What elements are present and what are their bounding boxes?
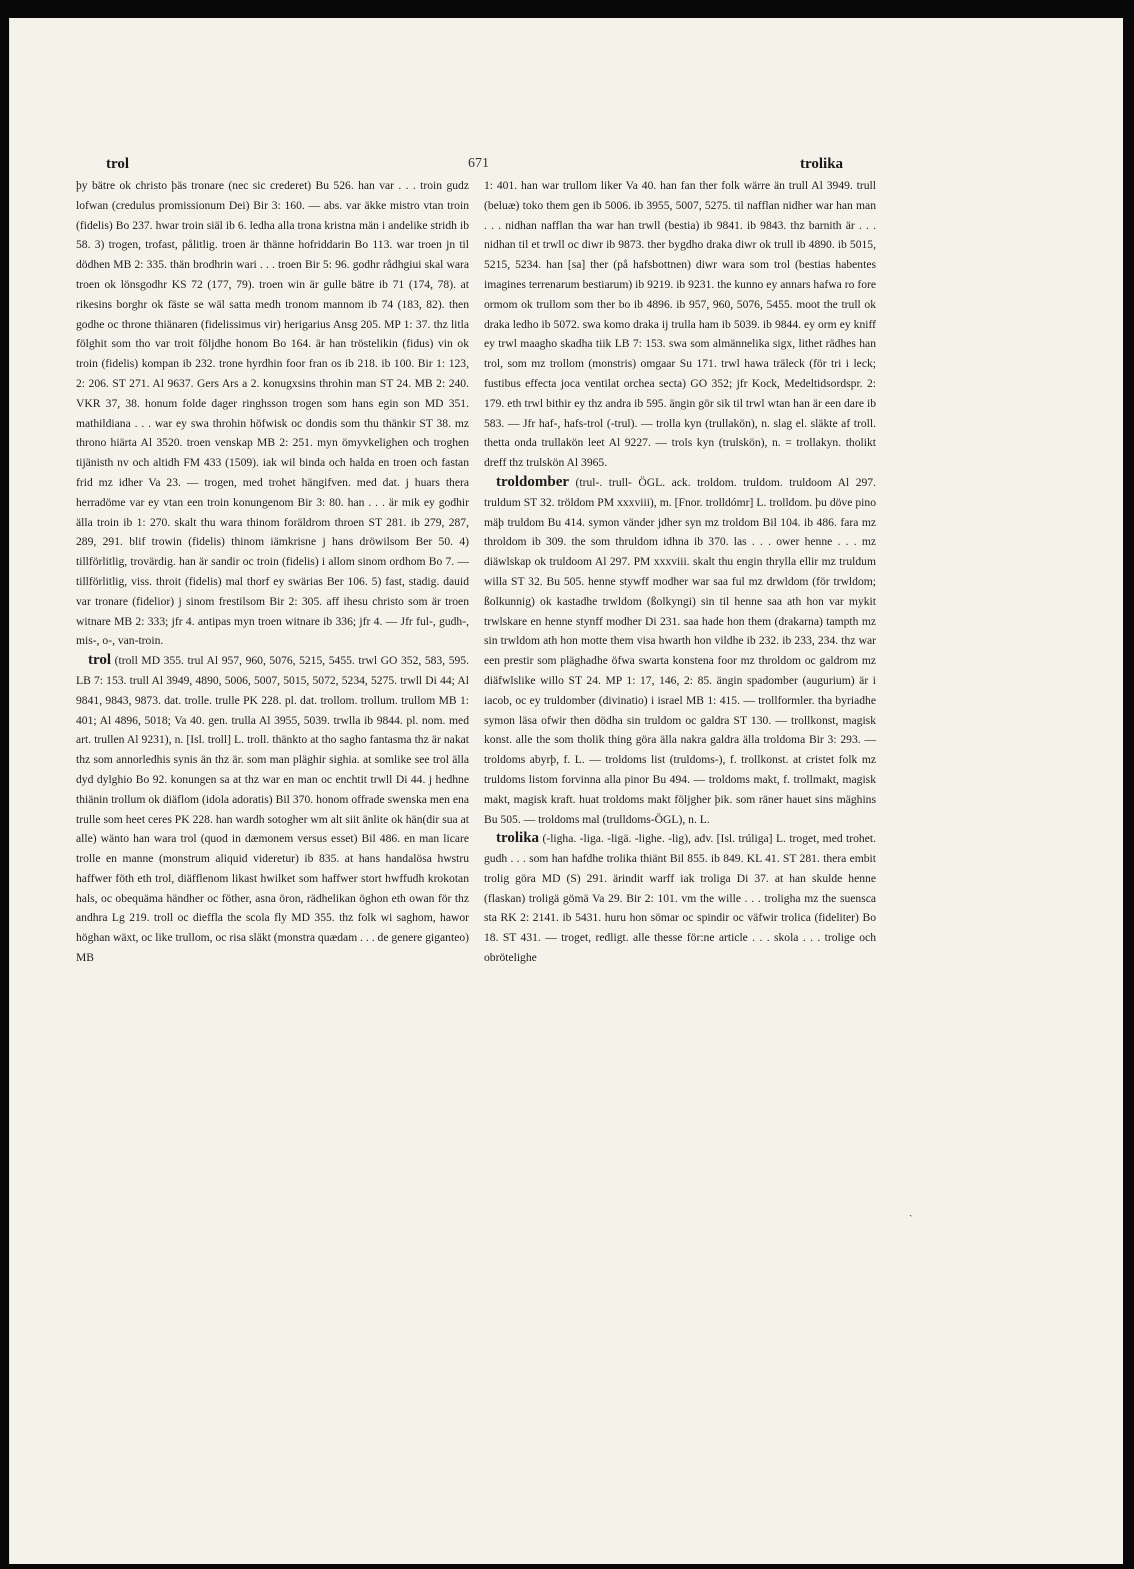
entry-body: (trul-. trull- ÖGL. ack. troldom. truldom. truldoom Al 297. truldum ST 32. tröldom PM xxxviii), m. [Fnor. trolldómr] L. trolldom. þu döve pino mäþ truldom Bu 414. symon vänder jdher syn mz troldom Bil 104. ib 486. fara mz throldom ib 309. the som thruldom idhna ib 370. las . . . ower henne . . . mz diäwlskap ok truldoom Al 297. PM xxxviii. skalt thu engin thrylla ellir mz truldum willa ST 32. Bu 505. henne stywff modher war saa ful mz drwldom (för trwldom; ßolkunnig) ok kastadhe trwldom (ßolkyngi) sin til henne saa ath hon var mykit trwlskare en henne stynff modher Di 231. saa hade hon them (drakarna) tampth mz sin trwldom ath hon motte them visa hwarth hon vildhe ib 232. ib 233, 234. thz war een prestir som pläghadhe öfwa swarta konstena foor mz throldom oc galdrom mz diäfwlslike willo ST 24. MP 1: 17, 146, 2: 85. ängin spadomber (augurium) är i iacob, oc ey truldomber (divinatio) i israel MB 1: 415. — trollformler. tha byriadhe symon läsa ofwir then dödha sin truldom oc galdra ST 130. — trollkonst, magisk konst. alle the som tholik thing göra älla nakra galdra älla troldoma Bir 3: 293. — troldoms abyrþ, f. L. — troldoms list (truldoms-), f. trollkonst. at cristet folk mz truldoms listom forvinna alla pinor Bu 494. — troldoms makt, f. trollmakt, magisk makt, magisk kraft. huat troldoms makt följgher þik. som räner hauet sins mäghins Bu 505. — troldoms mal (trulldoms-ÖGL), n. L. [484,475,876,826]
entry-headword: troldomber [496,473,570,490]
entry-headword: trol [88,652,112,669]
margin-mark: ˎ [909,1205,913,1217]
left-column [76,176,469,968]
entry-troldomber [484,473,876,829]
right-running-headword: trolika [800,156,844,172]
entry-troin-continuation: þy bätre ok christo þäs tronare (nec sic crederet) Bu 526. han var . . . troin gudz lofwan (credulus promissionum Dei) Bir 3: 160. — abs. var äkke mistro vtan troin (fidelis) Bo 237. hwar troin siäl ib 6. ledha alla trona kristna män i andelike stridh ib 58. 3) trogen, trofast, pålitlig. troen är thänne hofriddarin Bo 113. war troen jn til dödhen MB 2: 335. thän brodhrin wari . . . troen Bir 5: 96. godhr rådhgiui skal wara troen ok lönsgodhr KS 72 (177, 79). troen win är gulle bätre ib 71 (174, 78). at rikesins borghr ok fäste se wäl satta medh tronom mannom ib 74 (183, 82). then godhe oc throne thiänaren (fidelissimus vir) herigarius Ansg 205. MP 1: 37. thz litla fölghit som tho var troit följdhe honom Bo 164. är han tröstelikin (fidus) vin ok troin (fidelis) kompan ib 232. trone hyrdhin foor fran os ib 218. ib 100. Bir 1: 123, 2: 206. ST 271. Al 9637. Gers Ars a 2. konugxsins throhin man ST 24. MB 2: 240. VKR 37, 38. honum folde dager ringhsson trogen som hans egin son MD 351. mathildiana . . . war ey swa throhin höfwisk oc dondis som thu thänkir ST 38. mz throno hiärta Al 3520. troen venskap MB 2: 251. myn ömyvkelighen och troghen tijänisth nv och altidh FM 433 (1509). iak wil binda och halda en troen och fastan frid mz idher Va 23. — trogen, med trohet hängifven. med dat. j huars thera herradöme var ey vtan een troin konungenom Bir 3: 80. han . . . är mik ey godhir älla troin ib 1: 270. skalt thu wara thinom foräldrom throen ST 281. ib 279, 287, 289, 291. blif trowin (fidelis) thinom iämkrisne j hans dröwilsom Ber 50. 4) tillförlitlig, trovärdig. han är sandir oc troin (fidelis) i allom sinom ordhom Bo 7. — tillförlitlig, viss. throit (fidelis) mal thorf ey swärias Ber 106. 5) fast, stadig. dauid var tronare (fidelior) j sinom frestilsom Bir 2: 305. aff ihesu christo som är troen witnare MB 2: 333; jfr 4. antipas myn troen witnare ib 336; jfr 4. — Jfr ful-, gudh-, mis-, o-, van-troin. [76,179,469,648]
page-number: 671 [468,156,489,171]
right-column [484,176,876,968]
entry-body: (troll MD 355. trul Al 957, 960, 5076, 5215, 5455. trwl GO 352, 583, 595. LB 7: 153. trull Al 3949, 4890, 5006, 5007, 5015, 5072, 5234, 5275. trwll Di 44; Al 9841, 9843, 9873. dat. trolle. trulle PK 228. pl. dat. trollom. trollum. trullom MB 1: 401; Al 4896, 5018; Va 40. gen. trulla Al 3955, 5039. trwlla ib 9844. pl. nom. med art. trullen Al 9231), n. [Isl. troll] L. troll. thänkto at tho sagho fantasma thz är nakat thz som annorledhis synis än thz är. som man pläghir sighia. at somlike see trol älla dyd dylghio Bo 92. konungen sa at thz war en man oc enchtit trwll Di 44. j hedhne thiänin trollum ok diäflom (idola adoratis) Bil 370. honom offrade swenska men ena trulle som heet ceres PK 228. han wardh sotogher wm alt siit änlite ok hän(dir sua at alle) wänto han wara trol (quod in dæmonem versus esset) Bil 486. en man licare trolle en manne (monstrum aliquid videretur) ib 835. at hans handalösa hwstru haffwer föth eth trol, diäfflenom likast hwilket som haffwer stort hwffudh krokotan hals, oc obequäma händher oc föther, asna öron, rädhelikan öghon eth owan för thz andhra Lg 219. troll oc dieffla the scola fly MD 355. thz folk wi saghom, hawor höghan wäxt, oc like trullom, oc risa släkt (monstra quædam . . . de genere giganteo) MB [76,654,469,965]
entry-body: (-ligha. -liga. -ligä. -lighe. -lig), adv. [Isl. trúliga] L. troget, med trohet. gudh . . . som han hafdhe trolika thiänt Bil 855. ib 849. KL 41. ST 281. thera embit trolig göra MD (S) 291. ärindit warff iak troliga Di 37. at han skulde henne (flaskan) troligä gömä Va 29. Bir 2: 101. vm the wille . . . troligha mz the suensca sta RK 2: 2141. ib 5431. huru hon sömar oc spindir oc väfwir trolica (fideliter) Bo 18. ST 431. — troget, redligt. alle thesse för:ne article . . . skola . . . trolige och obrötelighе [484,832,876,965]
left-running-headword: trol [106,156,130,172]
entry-trol-continuation: 1: 401. han war trullom liker Va 40. han fan ther folk wärre än trull Al 3949. trull (beluæ) toko them gen ib 5006. ib 3955, 5007, 5275. til nafflan nidher war han man . . . nidhan nafflan tha war han trwll (bestia) ib 9841. ib 9843. thz barnith är . . . nidhan til et trwll oc diwr ib 9873. ther bygdho draka diwr ok trull ib 4890. ib 5015, 5215, 5234. han [sa] ther (på hafsbottnen) diwr wara som trol (bestias habentes imagines terrenarum bestiarum) ib 9219. ib 9231. the kunno ey annars hafwa ro fore ormom ok trullom som ther bo ib 4896. ib 957, 960, 5076, 5455. moot the trull ok draka ledho ib 5072. swa komo draka ij trulla ham ib 5039. ib 9844. ey orm ey kniff ey trwl maagho skadha tiik LB 7: 153. swa som almännelika sigx, lithet rädhes han trol, som mz trollom (monstris) omgaar Su 171. trwl hawa träleck (för tri i leck; fustibus effecta joca ventilat orchea secta) GO 352; jfr Kock, Medeltidsordspr. 2: 179. eth trwl bithir ey thz andra ib 595. ängin gör sik til trwl wtan han är een dare ib 583. — Jfr haf-, hafs-trol (-trul). — trolla kyn (trullakön), n. slag el. släkte af troll. thetta onda trullakön leet Al 9227. — trols kyn (trulskön), n. = trollakyn. tholikt dreff thz trulskön Al 3965. [484,179,876,470]
entry-headword: trolika [496,830,540,847]
entry-trol [76,651,469,968]
entry-trolika [484,829,876,968]
